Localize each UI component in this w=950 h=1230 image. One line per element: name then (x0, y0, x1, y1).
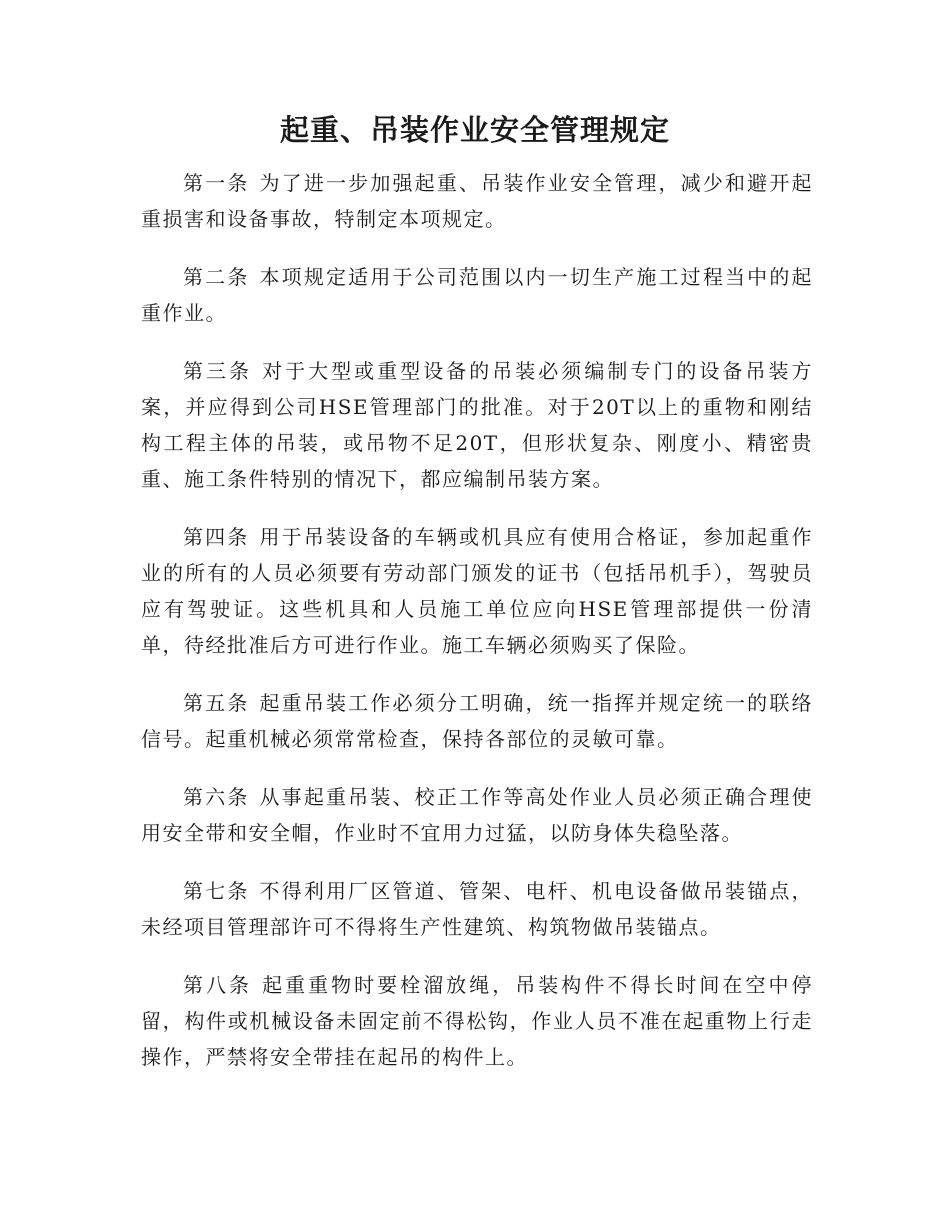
article-number: 第一条 (183, 171, 250, 195)
article-1 (141, 165, 813, 237)
article-number: 第七条 (183, 879, 250, 903)
document-body (141, 165, 813, 1097)
article-6 (141, 779, 813, 851)
article-number: 第三条 (183, 359, 253, 383)
article-text: 本项规定适用于公司范围以内一切生产施工过程当中的起重作业。 (141, 265, 813, 325)
article-number: 第四条 (183, 525, 250, 549)
article-5 (141, 685, 813, 757)
article-number: 第八条 (183, 973, 253, 997)
document-title: 起重、吊装作业安全管理规定 (279, 113, 670, 147)
article-8 (141, 967, 813, 1075)
article-number: 第五条 (183, 691, 250, 715)
article-4 (141, 519, 813, 663)
article-text: 起重重物时要栓溜放绳，吊装构件不得长时间在空中停留，构件或机械设备未固定前不得松钩，作业人员不准在起重物上行走操作，严禁将安全带挂在起吊的构件上。 (141, 973, 814, 1069)
article-text: 对于大型或重型设备的吊装必须编制专门的设备吊装方案，并应得到公司HSE管理部门的批准。对于20T以上的重物和刚结构工程主体的吊装，或吊物不足20T，但形状复杂、刚度小、精密贵重、施工条件特别的情况下，都应编制吊装方案。 (141, 359, 814, 491)
article-text: 不得利用厂区管道、管架、电杆、机电设备做吊装锚点，未经项目管理部许可不得将生产性建筑、构筑物做吊装锚点。 (141, 879, 813, 939)
article-7 (141, 873, 813, 945)
article-3 (141, 353, 813, 497)
article-2 (141, 259, 813, 331)
article-text: 起重吊装工作必须分工明确，统一指挥并规定统一的联络信号。起重机械必须常常检查，保持各部位的灵敏可靠。 (141, 691, 813, 751)
article-text: 为了进一步加强起重、吊装作业安全管理，减少和避开起重损害和设备事故，特制定本项规定。 (141, 171, 813, 231)
article-number: 第六条 (183, 785, 250, 809)
article-number: 第二条 (183, 265, 250, 289)
article-text: 用于吊装设备的车辆或机具应有使用合格证，参加起重作业的所有的人员必须要有劳动部门颁发的证书（包括吊机手），驾驶员应有驾驶证。这些机具和人员施工单位应向HSE管理部提供一份清单，待经批准后方可进行作业。施工车辆必须购买了保险。 (141, 525, 813, 657)
article-text: 从事起重吊装、校正工作等高处作业人员必须正确合理使用安全带和安全帽，作业时不宜用力过猛，以防身体失稳坠落。 (141, 785, 813, 845)
